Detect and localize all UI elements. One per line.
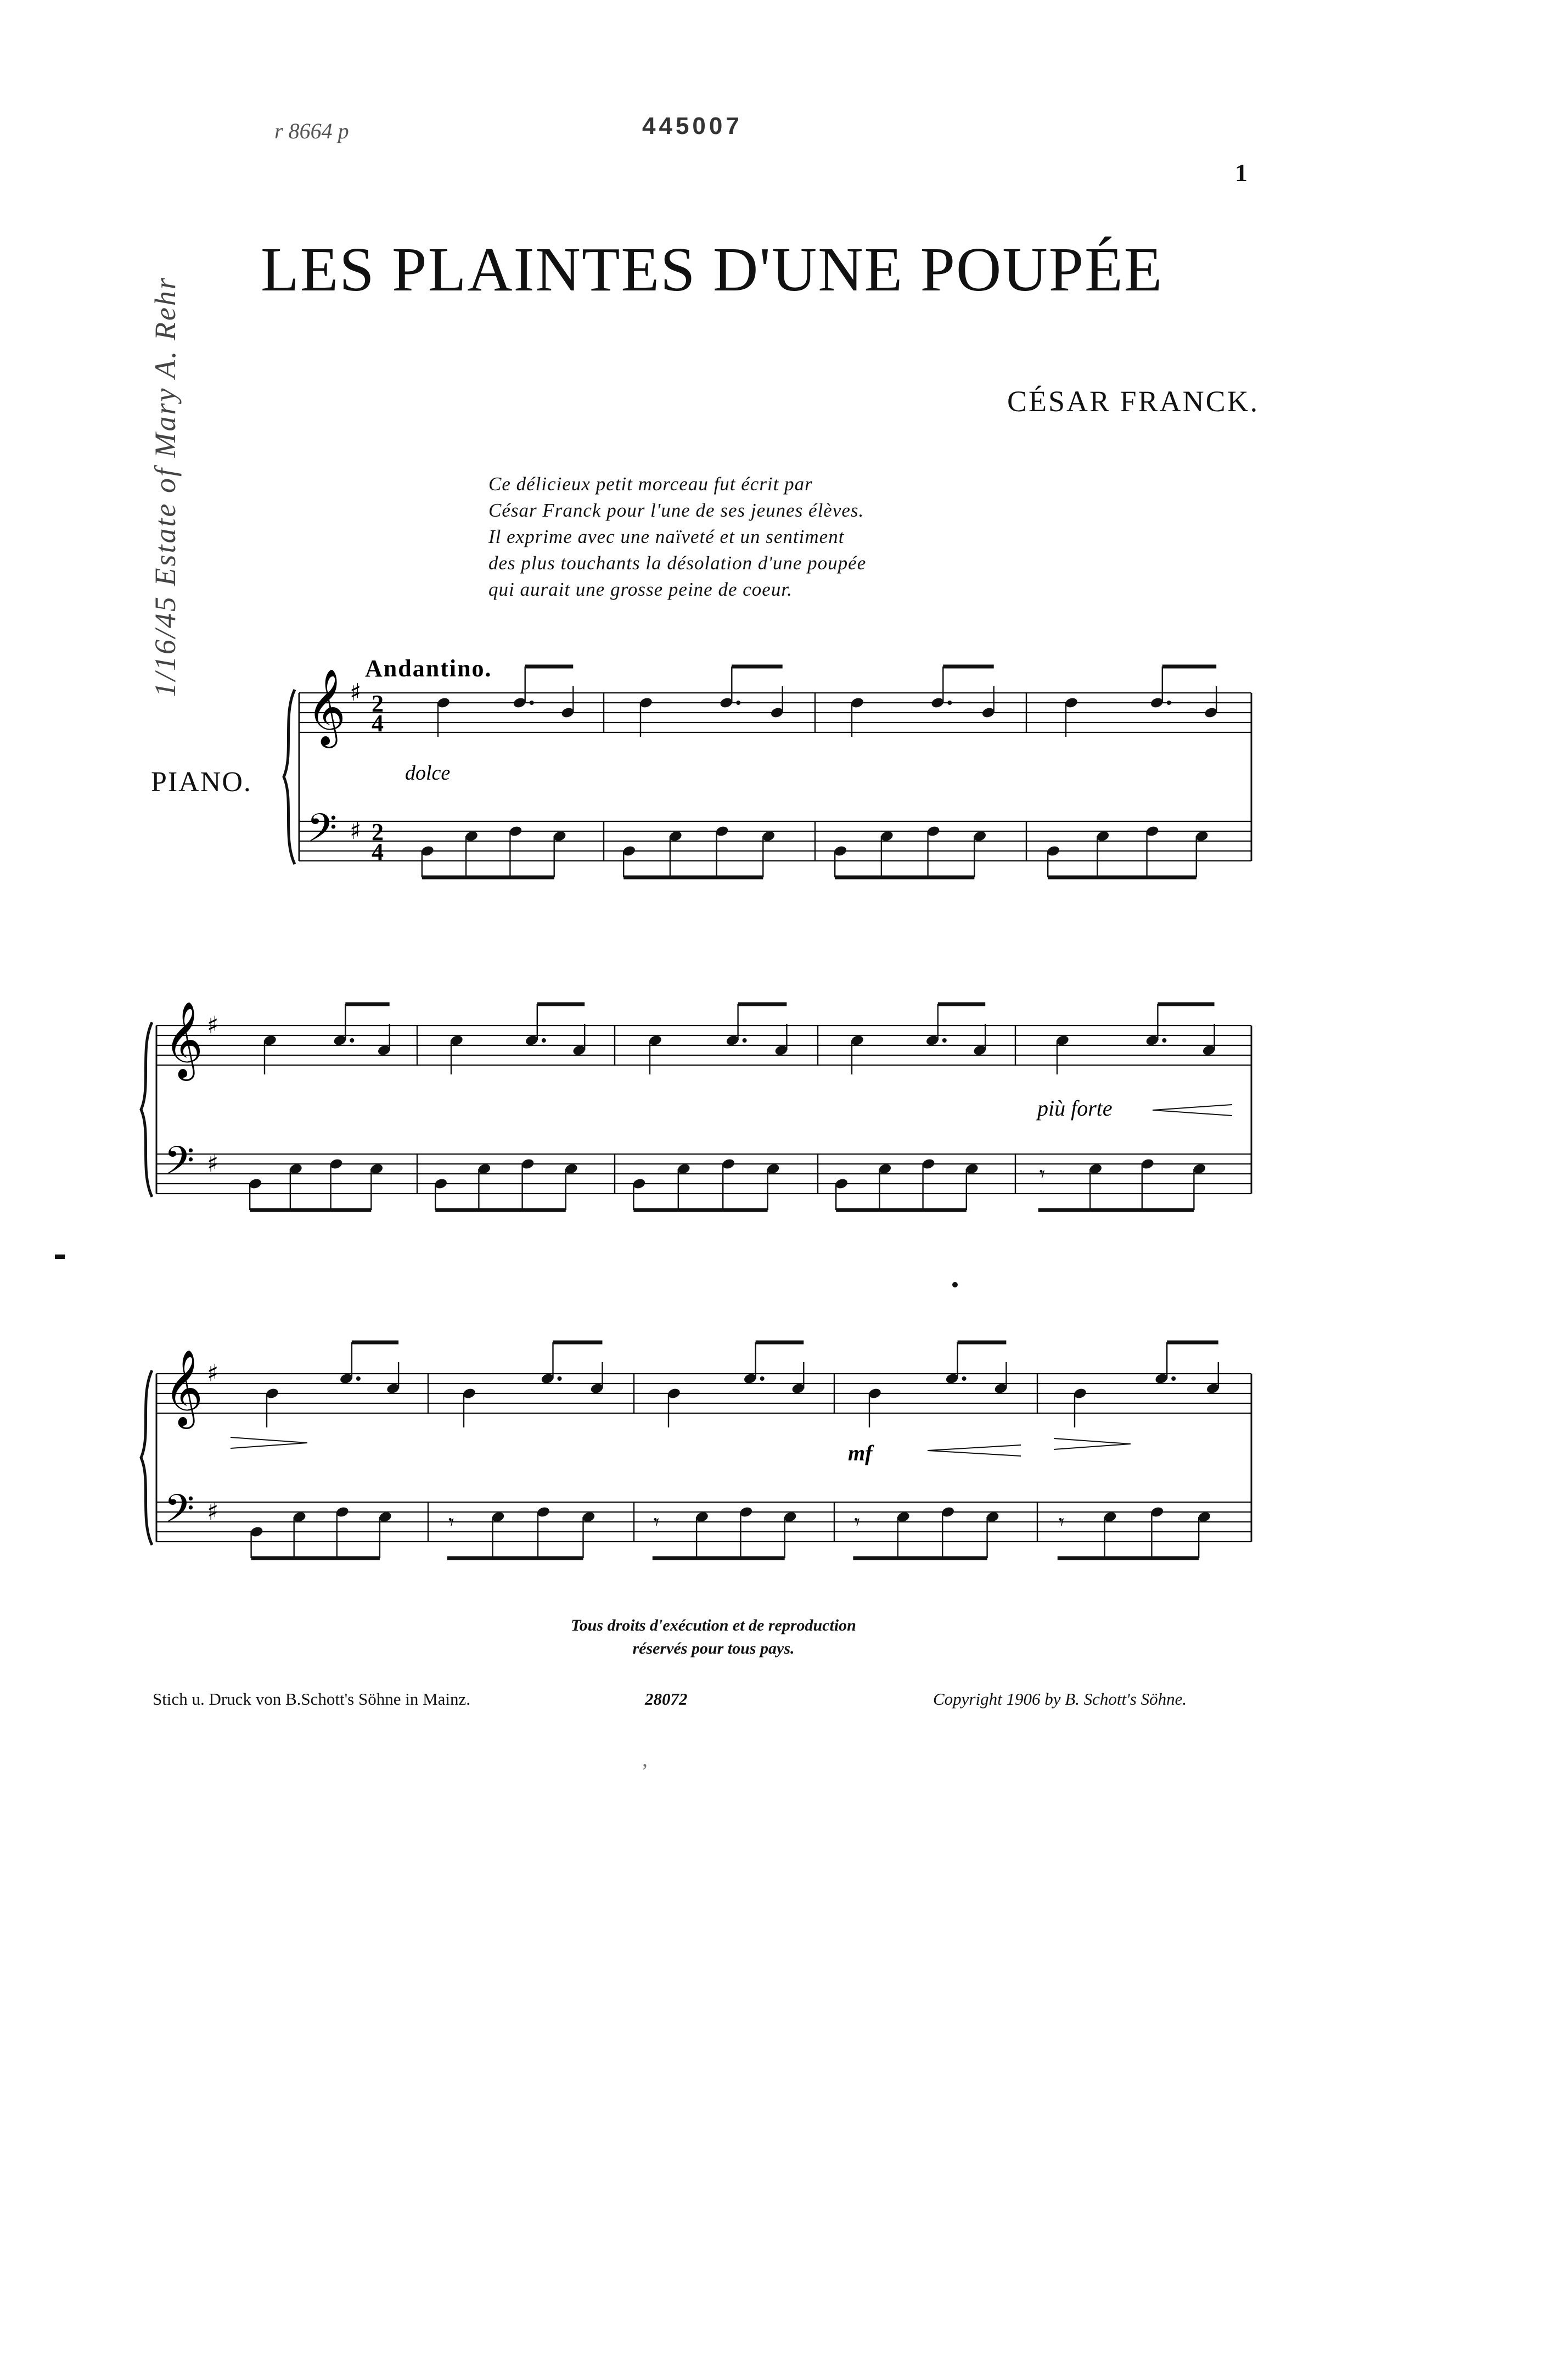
time-signature-digit: 2 — [372, 690, 384, 717]
decrescendo-hairpin — [1054, 1438, 1131, 1444]
dotted-note-dot — [1171, 1376, 1176, 1381]
preface-line: Ce délicieux petit morceau fut écrit par — [488, 473, 813, 495]
key-signature-sharp: ♯ — [350, 817, 362, 845]
dotted-note-dot — [1167, 701, 1171, 705]
copyright-notice: Copyright 1906 by B. Schott's Söhne. — [933, 1689, 1187, 1709]
rights-notice — [494, 1614, 933, 1660]
preface-line: des plus touchants la désolation d'une poupée — [488, 552, 867, 574]
crescendo-hairpin — [928, 1445, 1021, 1451]
decrescendo-hairpin — [231, 1437, 307, 1443]
crescendo-hairpin — [928, 1451, 1021, 1456]
system-brace — [284, 690, 295, 864]
eighth-rest: 𝄾 — [653, 1510, 660, 1535]
preface-line: César Franck pour l'une de ses jeunes élèves. — [488, 500, 864, 521]
dotted-note-dot — [962, 1376, 967, 1381]
decrescendo-hairpin — [231, 1443, 307, 1448]
time-signature-digit: 2 — [372, 819, 384, 845]
dynamic-dolce: dolce — [405, 761, 451, 785]
instrument-label: PIANO. — [151, 766, 252, 798]
call-number-stamp: r 8664 p — [274, 119, 349, 143]
library-stamp: 445007 — [642, 113, 743, 139]
dynamic-piu-forte: più forte — [1037, 1096, 1113, 1121]
dotted-note-dot — [760, 1376, 765, 1381]
composer-name: CÉSAR FRANCK. — [1007, 385, 1260, 418]
page-speck — [952, 1282, 958, 1287]
page-number: 1 — [1235, 159, 1248, 187]
dotted-note-dot — [530, 701, 534, 705]
dotted-note-dot — [558, 1376, 562, 1381]
dotted-note-dot — [356, 1376, 361, 1381]
dotted-note-dot — [542, 1038, 546, 1043]
dotted-note-dot — [947, 701, 952, 705]
rights-line: réservés pour tous pays. — [632, 1639, 795, 1657]
crescendo-hairpin — [1153, 1105, 1232, 1110]
dotted-note-dot — [743, 1038, 747, 1043]
time-signature-digit: 4 — [372, 710, 384, 737]
dotted-note-dot — [1162, 1038, 1166, 1043]
dynamic-mf: mf — [848, 1441, 873, 1465]
dotted-note-dot — [350, 1038, 354, 1043]
key-signature-sharp: ♯ — [207, 1359, 219, 1387]
dotted-note-dot — [942, 1038, 947, 1043]
treble-clef: 𝄞 — [164, 1349, 203, 1426]
key-signature-sharp: ♯ — [207, 1150, 219, 1178]
key-signature-sharp: ♯ — [350, 679, 362, 707]
key-signature-sharp: ♯ — [207, 1498, 219, 1526]
page-title: LES PLAINTES D'UNE POUPÉE — [261, 234, 1164, 304]
time-signature-digit: 4 — [372, 838, 384, 865]
bass-clef: 𝄢 — [164, 1486, 195, 1541]
eighth-rest: 𝄾 — [1039, 1162, 1046, 1187]
bass-clef: 𝄢 — [307, 805, 338, 860]
system-brace — [141, 1022, 152, 1197]
handwritten-margin-text: 1/16/45 Estate of Mary A. Rehr — [149, 276, 182, 697]
eighth-rest: 𝄾 — [1058, 1510, 1065, 1535]
rights-line: Tous droits d'exécution et de reproduction — [571, 1616, 856, 1634]
preface-line: Il exprime avec une naïveté et un sentiment — [488, 526, 845, 547]
system-brace — [141, 1370, 152, 1545]
decrescendo-hairpin — [1054, 1444, 1131, 1449]
preface-line: qui aurait une grosse peine de coeur. — [488, 579, 793, 600]
tempo-marking: Andantino. — [365, 655, 492, 682]
treble-clef: 𝄞 — [307, 669, 346, 745]
crescendo-hairpin — [1153, 1110, 1232, 1116]
page-speck — [55, 1255, 65, 1259]
plate-number: 28072 — [645, 1689, 688, 1709]
eighth-rest: 𝄾 — [448, 1510, 454, 1535]
key-signature-sharp: ♯ — [207, 1011, 219, 1039]
treble-clef: 𝄞 — [164, 1001, 203, 1078]
page-speck: , — [642, 1746, 648, 1771]
dotted-note-dot — [736, 701, 740, 705]
bass-clef: 𝄢 — [164, 1138, 195, 1193]
eighth-rest: 𝄾 — [854, 1510, 861, 1535]
printer-credit: Stich u. Druck von B.Schott's Söhne in Mainz. — [153, 1689, 471, 1709]
